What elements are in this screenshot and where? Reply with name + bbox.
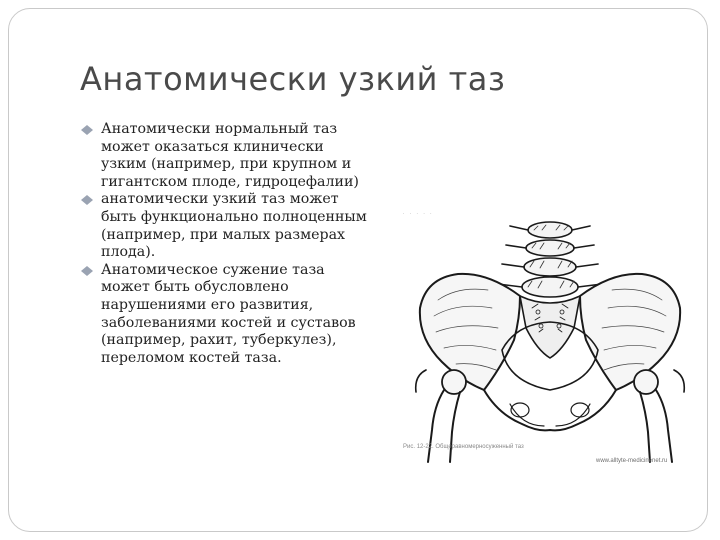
- bullet-item: [80, 191, 370, 261]
- bullet-text: Анатомическое сужение таза может быть обусловлено нарушениями его развития, заболеваниями костей и суставов (например, рахит, туберкулез), переломом костей таза.: [101, 261, 356, 366]
- diamond-bullet-icon: [81, 266, 93, 276]
- bullet-item: [80, 262, 370, 368]
- slide-title: Анатомически узкий таз: [80, 60, 506, 98]
- figure-caption: Рис. 12-22. Общеравномерносуженный таз: [403, 444, 524, 450]
- figure-mark: . . . . .: [403, 210, 434, 216]
- diamond-bullet-icon: [81, 195, 93, 205]
- pelvis-illustration: [398, 200, 703, 470]
- bullet-list: [80, 121, 370, 367]
- figure-source: www.alltyte-medicinenet.ru: [596, 458, 668, 464]
- bullet-text: анатомически узкий таз может быть функционально полноценным (например, при малых размерах плода).: [101, 191, 367, 261]
- bullet-text: Анатомически нормальный таз может оказаться клинически узким (например, при крупном и гигантском плоде, гидроцефалии): [101, 121, 359, 190]
- diamond-bullet-icon: [81, 125, 93, 135]
- bullet-item: [80, 121, 370, 191]
